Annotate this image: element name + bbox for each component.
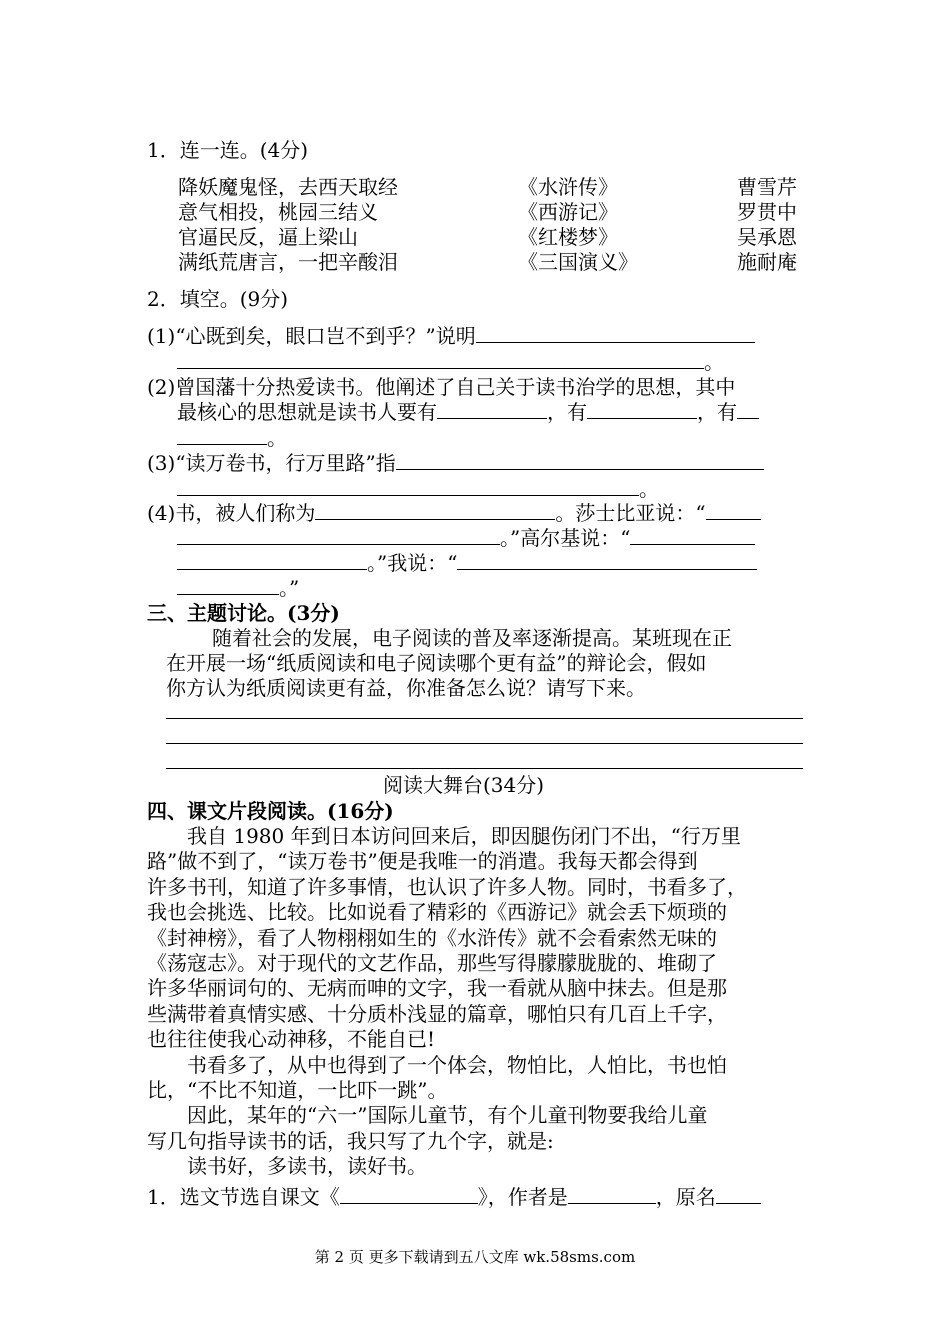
passage-line: 写几句指导读书的话，我只写了九个字，就是: [147, 1128, 554, 1153]
q2-item-4-blank-g[interactable] [177, 576, 279, 595]
passage-line: 我也会挑选、比较。比如说看了精彩的《西游记》就会丢下烦琐的 [147, 900, 727, 925]
q2-item-4-line4 [177, 575, 299, 601]
q2-item-4-blank-b[interactable] [706, 501, 761, 520]
s3-line-3: 你方认为纸质阅读更有益，你准备怎么说？请写下来。 [166, 676, 646, 700]
matching-item[interactable]: 施耐庵 [737, 250, 797, 274]
passage-line: 《封神榜》，看了人物栩栩如生的《水浒传》就不会看索然无味的 [147, 925, 717, 950]
passage-line: 读书好，多读书，读好书。 [187, 1154, 427, 1179]
matching-item[interactable]: 《红楼梦》 [518, 225, 618, 249]
period: 。 [704, 350, 724, 374]
q2-item-4-text: (4)书，被人们称为 [147, 501, 316, 525]
answer-line-3[interactable] [166, 768, 803, 769]
q2-title: 2．填空。(9分) [147, 287, 289, 311]
close-quote: 。” [279, 576, 300, 600]
matching-item[interactable]: 官逼民反，逼上梁山 [178, 225, 358, 249]
s4-q1-blank-a[interactable] [340, 1185, 478, 1204]
q2-item-1-line2 [177, 349, 724, 375]
q2-item-2-blank-c[interactable] [737, 400, 759, 419]
passage-line: 许多书刊，知道了许多事情，也认识了许多人物。同时，书看多了， [147, 874, 747, 899]
matching-item[interactable]: 《三国演义》 [518, 250, 638, 274]
q2-item-4 [147, 500, 761, 526]
matching-item[interactable]: 《水浒传》 [518, 175, 618, 199]
q2-item-2-blank-c2[interactable] [177, 426, 267, 445]
q2-item-4-blank-c[interactable] [177, 526, 500, 545]
passage-line: 也往往使我心动神移，不能自已! [147, 1027, 436, 1052]
q2-item-4-text-c: 。”高尔基说：“ [500, 526, 631, 550]
q2-item-4-blank-a[interactable] [315, 501, 555, 520]
passage-line: 比，“不比不知道，一比吓一跳”。 [147, 1078, 448, 1102]
q2-item-4-blank-e[interactable] [177, 551, 367, 570]
q2-item-4-text-b: 。莎士比亚说：“ [555, 501, 706, 525]
q2-item-1-text: (1)“心既到矣，眼口岂不到乎？”说明 [147, 324, 476, 348]
page-footer: 第 2 页 更多下载请到五八文库 wk.58sms.com [314, 1248, 636, 1266]
q1-title: 1．连一连。(4分) [147, 138, 309, 162]
s3-line-1: 随着社会的发展，电子阅读的普及率逐渐提高。某班现在正 [212, 626, 732, 650]
matching-item[interactable]: 曹雪芹 [737, 175, 797, 199]
q2-item-1-blank-2[interactable] [177, 350, 704, 369]
q2-item-3-blank[interactable] [396, 451, 764, 470]
passage-line: 许多华丽词句的、无病而呻的文字，我一看就从脑中抹去。但是那 [147, 976, 727, 1001]
matching-item[interactable]: 吴承恩 [737, 225, 797, 249]
passage-line: 书看多了，从中也得到了一个体会，物怕比，人怕比，书也怕 [187, 1052, 727, 1077]
q2-item-2-blank-a[interactable] [437, 400, 547, 419]
matching-item[interactable]: 满纸荒唐言，一把辛酸泪 [178, 250, 398, 274]
s4-q1-text: 1．选文节选自课文《 [147, 1185, 340, 1209]
s4-q1-text-b: 》，作者是 [477, 1185, 568, 1209]
passage-line: 我自 1980 年到日本访问回来后，即因腿伤闭门不出，“行万里 [187, 824, 741, 848]
s4-q1-text-c: ，原名 [655, 1185, 716, 1209]
q2-item-2-text: 最核心的思想就是读书人要有 [177, 400, 437, 424]
s4-q1-blank-c[interactable] [716, 1185, 761, 1204]
passage-line: 《荡寇志》。对于现代的文艺作品，那些写得朦朦胧胧的、堆砌了 [147, 951, 717, 975]
s4-q1-blank-b[interactable] [568, 1185, 656, 1204]
q2-item-4-blank-d[interactable] [630, 526, 755, 545]
s3-line-2: 在开展一场“纸质阅读和电子阅读哪个更有益”的辩论会，假如 [166, 651, 707, 675]
q2-item-2-text-c: ，有 [697, 400, 737, 424]
passage-line: 路”做不到了，“读万卷书”便是我唯一的消遣。我每天都会得到 [147, 849, 698, 874]
q2-item-4-text-d: 。”我说：“ [367, 551, 458, 575]
q2-item-4-line3 [177, 550, 757, 576]
q2-item-2-line3 [177, 425, 287, 451]
matching-item[interactable]: 意气相投，桃园三结义 [178, 200, 378, 224]
q2-item-2-line2 [177, 399, 759, 425]
passage-line: 些满带着真情实感、十分质朴浅显的篇章，哪怕只有几百上千字， [147, 1001, 727, 1026]
answer-line-1[interactable] [166, 718, 803, 719]
q2-item-2: (2)曾国藩十分热爱读书。他阐述了自己关于读书治学的思想，其中 [147, 375, 736, 399]
q2-item-4-blank-f[interactable] [457, 551, 757, 570]
q2-item-1 [147, 323, 755, 349]
q2-item-3 [147, 450, 764, 476]
s4-q1 [147, 1184, 761, 1210]
q2-item-1-blank[interactable] [476, 324, 755, 343]
q2-item-4-line2 [177, 525, 755, 551]
section-heading: 阅读大舞台(34分) [383, 773, 545, 797]
matching-item[interactable]: 《西游记》 [518, 200, 618, 224]
q2-item-3-text: (3)“读万卷书，行万里路”指 [147, 451, 396, 475]
section-3-title: 三、主题讨论。(3分) [147, 601, 340, 625]
period: 。 [639, 477, 659, 501]
period: 。 [267, 426, 287, 450]
q2-item-3-line2 [177, 476, 659, 502]
matching-item[interactable]: 降妖魔鬼怪，去西天取经 [178, 175, 398, 199]
answer-line-2[interactable] [166, 743, 803, 744]
q2-item-3-blank-2[interactable] [177, 477, 639, 496]
q2-item-2-blank-b[interactable] [587, 400, 697, 419]
q2-item-2-text-b: ，有 [547, 400, 587, 424]
section-4-title: 四、课文片段阅读。(16分) [147, 799, 394, 823]
matching-item[interactable]: 罗贯中 [737, 200, 797, 224]
passage-line: 因此，某年的“六一”国际儿童节，有个儿童刊物要我给儿童 [187, 1103, 708, 1128]
